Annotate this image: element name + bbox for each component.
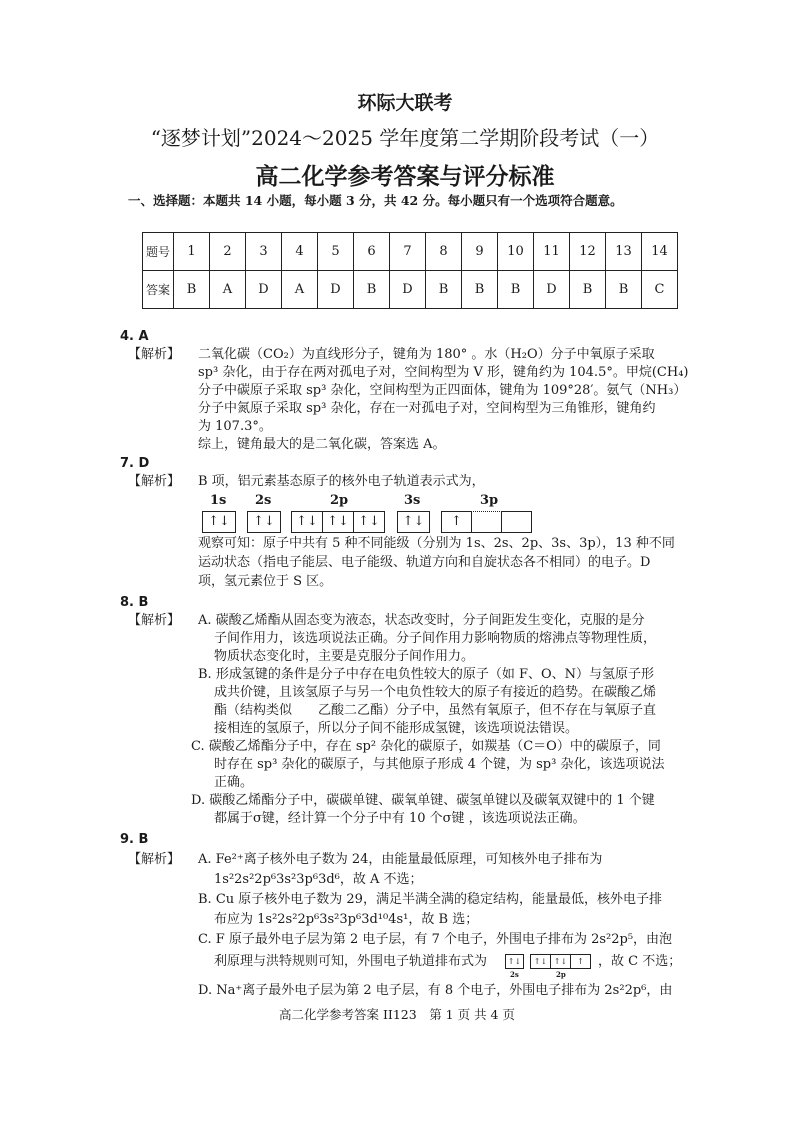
question-number-row	[143, 233, 678, 271]
text-line: 1s²2s²2p⁶3s²3p⁶3d⁶，故 A 不选；	[214, 872, 423, 887]
question-number-cell: 7	[390, 233, 426, 271]
answer-cell: C	[642, 271, 678, 309]
text-line: 利原理与洪特规则可知，外围电子轨道排布式为	[214, 954, 488, 969]
answer-cell: D	[246, 271, 282, 309]
orbital-box-empty	[471, 511, 502, 533]
question-number-cell: 3	[246, 233, 282, 271]
answer-cell: B	[174, 271, 210, 309]
option-d-line: D. Na⁺离子最外电子层为第 2 电子层，有 8 个电子，外围电子排布为 2s²2p⁶，由	[198, 983, 673, 998]
text-line: 子间作用力，该选项说法正确。分子间作用力影响物质的熔沸点等物理性质，	[214, 631, 657, 646]
answer-table	[142, 232, 678, 309]
text-line: 为 107.3°。	[198, 419, 272, 434]
text-line: 分子中氮原子采取 sp³ 杂化，存在一对孤电子对，空间构型为三角锥形，键角约	[198, 401, 656, 416]
orbital-label: 2s	[255, 493, 272, 508]
analysis-tag: 【解析】	[128, 852, 181, 867]
section-heading: 一、选择题：本题共 14 小题，每小题 3 分，共 42 分。每小题只有一个选项符合题意。	[128, 193, 623, 208]
row-header: 答案	[143, 271, 174, 309]
question-number-cell: 8	[426, 233, 462, 271]
question-number-cell: 9	[462, 233, 498, 271]
analysis-tag: 【解析】	[128, 347, 181, 362]
orbital-box: ↑	[570, 954, 591, 969]
option-a-line: A. Fe²⁺离子核外电子数为 24，由能量最低原理，可知核外电子排布为	[198, 852, 603, 867]
question-number-cell: 6	[354, 233, 390, 271]
page-footer: 高二化学参考答案 II123 第 1 页 共 4 页	[279, 1007, 515, 1022]
answer-cell: B	[606, 271, 642, 309]
question-number-cell: 2	[210, 233, 246, 271]
option-c-line: C. 碳酸乙烯酯分子中，存在 sp² 杂化的碳原子，如羰基（C＝O）中的碳原子，同	[191, 739, 661, 754]
question-heading: 4. A	[120, 329, 149, 344]
orbital-box: ↑	[441, 511, 472, 533]
exam-organizer: 环际大联考	[357, 92, 453, 114]
answer-cell: A	[282, 271, 318, 309]
text-line: ，故 C 不选；	[598, 954, 682, 969]
orbital-box: ↑↓	[550, 954, 571, 969]
text-line: 成共价键，且该氢原子与另一个电负性较大的原子有接近的趋势。在碳酸乙烯	[214, 685, 657, 700]
text-line: 正确。	[214, 775, 254, 790]
row-header: 题号	[143, 233, 174, 271]
question-heading: 8. B	[120, 595, 149, 610]
answer-row	[143, 271, 678, 309]
orbital-box: ↑↓	[353, 511, 385, 533]
text-line: 接相连的氢原子，所以分子间不能形成氢键，该选项说法错误。	[214, 721, 579, 736]
question-number-cell: 5	[318, 233, 354, 271]
question-number-cell: 4	[282, 233, 318, 271]
orbital-box: ↑↓	[397, 511, 430, 533]
orbital-box: ↑↓	[530, 954, 551, 969]
text-line: 二氧化碳（CO₂）为直线形分子，键角为 180° 。水（H₂O）分子中氧原子采取	[198, 347, 655, 362]
text-line: 项，氢元素位于 S 区。	[198, 574, 333, 589]
text-line: 物质状态变化时，主要是克服分子间作用力。	[214, 649, 475, 664]
text-line: 都属于σ键，经计算一个分子中有 10 个σ键 ，该选项说法正确。	[214, 811, 586, 826]
text-line: 布应为 1s²2s²2p⁶3s²3p⁶3d¹⁰4s¹，故 B 选；	[214, 912, 479, 927]
orbital-box: ↑↓	[322, 511, 354, 533]
text-line: 运动状态（指电子能层、电子能级、轨道方向和自旋状态各不相同）的电子。D	[198, 555, 651, 570]
question-number-cell: 14	[642, 233, 678, 271]
orbital-box: ↑↓	[291, 511, 323, 533]
text-line: sp³ 杂化，由于存在两对孤电子对，空间构型为 V 形，键角约为 104.5°。甲烷(CH₄)	[198, 365, 689, 380]
text-line: 酯（结构类似 乙酸二乙酯）分子中，虽然有氧原子，但不存在与氧原子直	[214, 703, 657, 718]
answer-cell: B	[426, 271, 462, 309]
option-c-line: C. F 原子最外电子层为第 2 电子层，有 7 个电子，外围电子排布为 2s²2p⁵，由泡	[198, 932, 673, 947]
answer-cell: B	[462, 271, 498, 309]
question-number-cell: 12	[570, 233, 606, 271]
orbital-label: 3s	[404, 493, 421, 508]
option-b-line: B. 形成氢键的条件是分子中存在电负性较大的原子（如 F、O、N）与氢原子形	[198, 667, 655, 682]
orbital-label: 2p	[556, 970, 566, 979]
answer-cell: A	[210, 271, 246, 309]
answer-cell: D	[534, 271, 570, 309]
orbital-label: 2s	[510, 970, 519, 979]
question-number-cell: 11	[534, 233, 570, 271]
option-d-line: D. 碳酸乙烯酯分子中，碳碳单键、碳氧单键、碳氢单键以及碳氧双键中的 1 个键	[191, 793, 655, 808]
analysis-tag: 【解析】	[128, 613, 181, 628]
orbital-label: 2p	[330, 493, 349, 508]
orbital-box: ↑↓	[505, 954, 524, 969]
text-line: 综上，键角最大的是二氧化碳，答案选 A。	[198, 437, 446, 452]
question-number-cell: 13	[606, 233, 642, 271]
analysis-tag: 【解析】	[128, 474, 181, 489]
answer-cell: D	[390, 271, 426, 309]
answer-cell: B	[498, 271, 534, 309]
orbital-label: 1s	[210, 493, 227, 508]
orbital-label: 3p	[480, 493, 499, 508]
question-heading: 7. D	[120, 456, 150, 471]
question-number-cell: 1	[174, 233, 210, 271]
orbital-box-empty	[501, 511, 532, 533]
orbital-box: ↑↓	[247, 511, 281, 533]
answer-cell: B	[570, 271, 606, 309]
text-line: 时存在 sp³ 杂化的碳原子，与其他原子形成 4 个键，为 sp³ 杂化，该选项说法	[214, 757, 665, 772]
text-line: 分子中碳原子采取 sp³ 杂化，空间构型为正四面体，键角为 109°28′。氨气（NH₃）	[198, 383, 687, 398]
text-line: B 项，铝元素基态原子的核外电子轨道表示式为，	[198, 474, 485, 489]
answer-cell: B	[354, 271, 390, 309]
answer-cell: D	[318, 271, 354, 309]
text-line: 观察可知：原子中共有 5 种不同能级（分别为 1s、2s、2p、3s、3p），13 种不同	[198, 536, 675, 551]
question-heading: 9. B	[120, 832, 149, 847]
exam-name: “逐梦计划”2024～2025 学年度第二学期阶段考试（一）	[150, 126, 660, 150]
orbital-box: ↑↓	[202, 511, 236, 533]
option-a-line: A. 碳酸乙烯酯从固态变为液态，状态改变时，分子间距发生变化，克服的是分	[198, 613, 645, 628]
option-b-line: B. Cu 原子核外电子数为 29，满足半满全满的稳定结构，能量最低，核外电子排	[198, 892, 662, 907]
question-number-cell: 10	[498, 233, 534, 271]
document-title: 高二化学参考答案与评分标准	[255, 163, 555, 190]
